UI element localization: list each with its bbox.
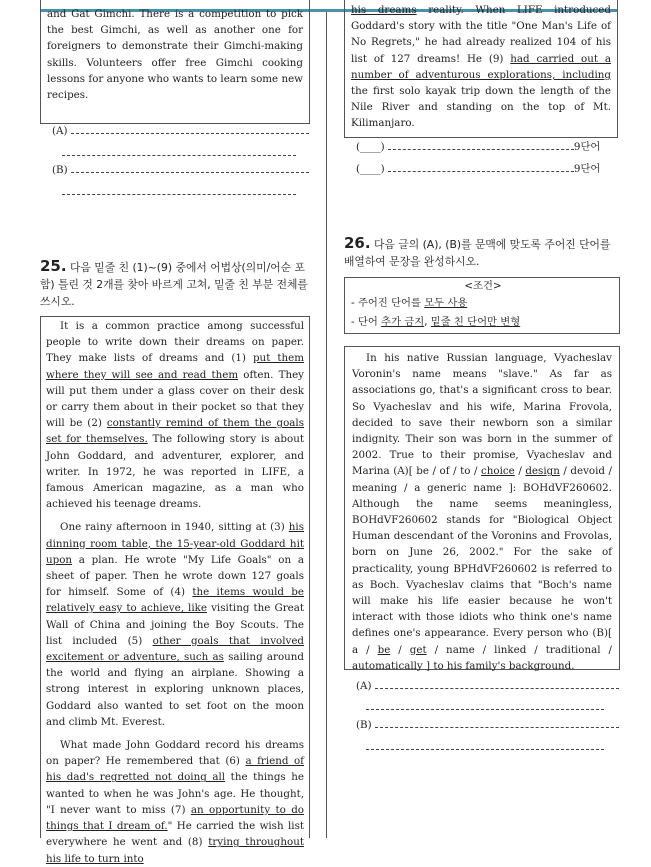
q25-header: 25. 다음 밑줄 친 (1)~(9) 중에서 어법상(의미/어순 포함) 틀린 것 2개를 찾아 바르게 고쳐, 밑줄 친 부분 전체를 쓰시오. — [40, 257, 308, 308]
answer-line[interactable] — [388, 164, 574, 172]
q26-header: 26. 다음 글의 (A), (B)를 문맥에 맞도록 주어진 단어를 배열하여 문장을 완성하시오. — [344, 234, 611, 268]
column-divider — [326, 12, 327, 838]
left-top-passage-box — [40, 0, 310, 124]
answer-line[interactable] — [388, 142, 574, 150]
conditions-title: <조건> — [464, 280, 502, 292]
q25-paragraph-2: One rainy afternoon in 1940, sitting at (3) his dinning room table, the 15-year-old Goddard hit upon a plan. He wrote "My Life Goals" on a sheet of paper. Then he wrote down 127 goals for himself. Some of (4) the items would be relatively easy to achieve, like visiting the Great Wall of China and joining the Boy Scouts. The list included (5) other goals that involved excitement or adventure, such as sailing around the world and flying an airplane. Showing a strong interest in exploring unknown places, Goddard also wanted to set foot on the moon and climb Mt. Everest. — [46, 521, 305, 728]
answer-blank-1: (____) 9단어 — [356, 141, 601, 153]
answer-line[interactable] — [375, 681, 619, 689]
q25-passage — [46, 318, 304, 867]
q25-passage-box — [40, 316, 310, 865]
condition-1: - 주어진 단어를 모두 사용 — [351, 297, 468, 309]
answer-a-left: (A) — [52, 124, 309, 138]
answer-line[interactable] — [366, 702, 604, 710]
answer-line[interactable] — [62, 148, 296, 156]
answer-line[interactable] — [71, 126, 309, 134]
q26-passage: In his native Russian language, Vyacheslav Voronin's name means "slave." As far as associations go, that's a significant cross to bear. So Vyacheslav and his wife, Marina Frovola, decided to save their newborn son a similar indignity. Their son was born in the summer of 2002. True to their promise, Vyacheslav and Marina (A)[ be / of / to / choice / design / devoid / meaning / a generic name ]: BOHdVF260602. Although the name seems meaningless, BOHdVF260602 stands for "Biological Object Human descendant of the Voronins and Frovolas, born on June 26, 2002." For the sake of practicality, young BPHdVF260602 is referred to as Boch. Vyacheslav claims that "Boch's name will make his life easier because he won't interact with those idiots who think one's name defines one's appearance. Every person who (B)[ a / be / get / name / linked / traditional / automatically ] to his family's background. — [352, 352, 613, 672]
q25-paragraph-1: It is a common practice among successful people to write down their dreams on paper. They make lists of dreams and (1) put them where they will see and read them often. They will put them under a glass cover on their desk or carry them about in their pocket so that they will be (2) constantly remind of them the goals set for themselves. The following story is about John Goddard, and adventurer, explorer, and writer. In 1972, he was reported in LIFE, a famous American magazine, as a man who achieved his teenage dreams. — [46, 320, 304, 511]
right-top-passage: his dreams reality. When LIFE introduced Goddard's story with the title "One Man's Life of No Regrets," he had already realized 104 of his list of 127 dreams! He (9) had carried out a number of adventurous explorations, including the first solo kayak trip down the length of the Nile River and standing on the top of Mt. Kilimanjaro. — [351, 4, 611, 130]
conditions-box — [344, 277, 620, 334]
answer-a-right: (A) — [356, 679, 619, 693]
condition-2: - 단어 추가 금지, 밑줄 친 단어만 변형 — [351, 316, 521, 328]
q26-passage-box — [344, 346, 620, 670]
q25-paragraph-3: What made John Goddard record his dreams on paper? He remembered that (6) a friend of his dad's regretted not doing all the things he wanted to when he was John's age. He thought, "I never want to miss (7) an opportunity to do things that I dream of." He carried the wish list everywhere he went and (8) trying throughout his life to turn into — [46, 739, 305, 865]
right-top-passage-box — [344, 0, 618, 138]
answer-line[interactable] — [71, 165, 309, 173]
answer-b-left: (B) — [52, 163, 309, 177]
answer-line[interactable] — [366, 742, 604, 750]
answer-blank-2: (____) 9단어 — [356, 163, 601, 175]
answer-b-right: (B) — [356, 718, 619, 732]
answer-line[interactable] — [375, 720, 619, 728]
left-top-passage: and Gat Gimchi. There is a competition to pick the best Gimchi, as well as another one for foreigners to demonstrate their Gimchi-making skills. Volunteers offer free Gimchi cooking lessons for anyone who wants to learn some new recipes. — [47, 8, 303, 102]
answer-line[interactable] — [62, 187, 296, 195]
